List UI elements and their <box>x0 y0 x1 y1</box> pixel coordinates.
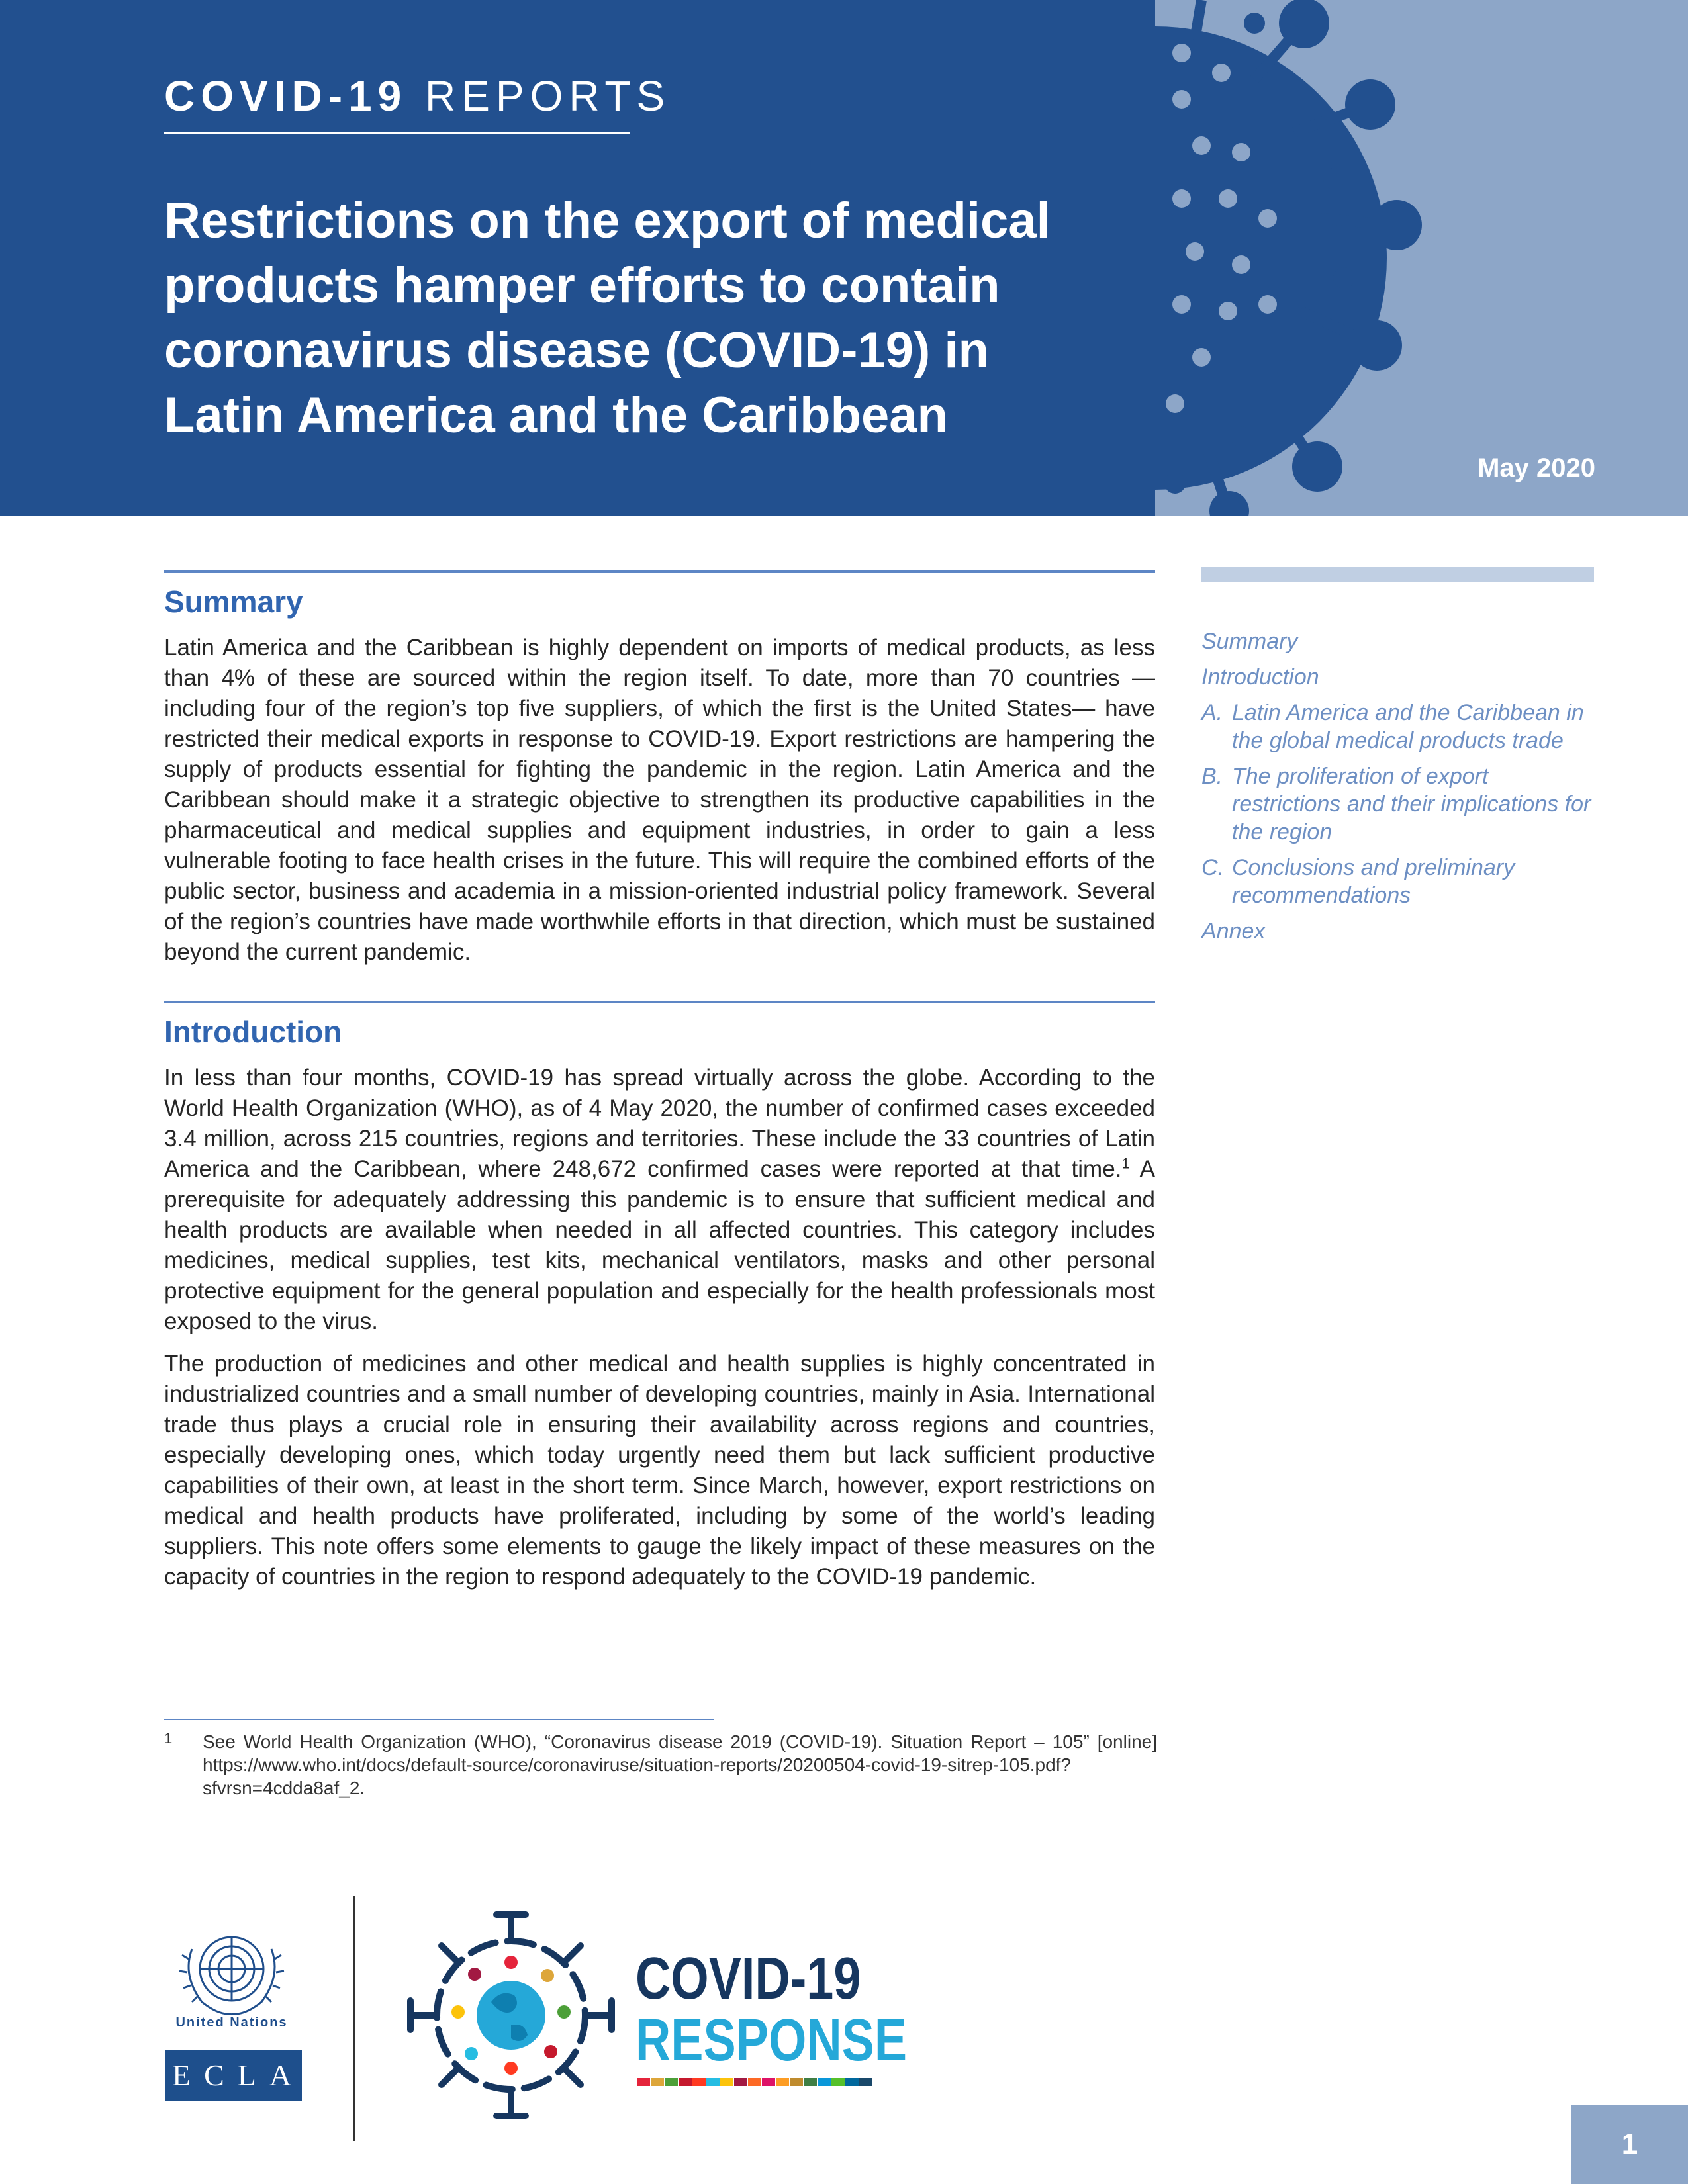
toc-item-label: Introduction <box>1201 664 1319 690</box>
title-line: Restrictions on the export of medical <box>164 193 1051 249</box>
series-underline <box>164 132 630 134</box>
toc-bar <box>1201 567 1594 582</box>
covid-response-emblem-icon <box>405 1903 617 2128</box>
covid-response-line-2: RESPONSE <box>635 2007 908 2073</box>
series-label-bold: COVID-19 <box>164 72 408 120</box>
toc-item-label: Summary <box>1201 629 1298 654</box>
eclac-logo: ECLAC <box>165 2050 302 2101</box>
sdg-color-strip-icon <box>637 2078 875 2086</box>
footnote-reference[interactable]: 1 <box>1121 1155 1130 1172</box>
intro-p1-part-b: A prerequisite for adequately addressing this pandemic is to ensure that sufficient medical and health products are available when needed in all affected countries. This category includes medicines, medical supplies, test kits, mechanical ventilators, masks and other personal protective equipment for the general population and especially for the health professionals most exposed to the virus. <box>164 1156 1155 1334</box>
footnote-text[interactable]: See World Health Organization (WHO), “Coronavirus disease 2019 (COVID-19). Situation Report – 105” [online] https://www.who.int/docs/default-source/coronaviruse/situation-reports/20200504-covid-19-sitrep-105.pdf?sfvrsn=4cdda8af_2. <box>203 1731 1157 1798</box>
toc-item-section-a[interactable] <box>1201 699 1599 754</box>
introduction-paragraph-2: The production of medicines and other medical and health supplies is highly concentrated in industrialized countries and a small number of developing countries, mainly in Asia. International trade thus plays a crucial role in ensuring their availability across regions and countries, especially developing ones, which today urgently need them but lack sufficient productive capabilities of their own, at least in the short term. Since March, however, export restrictions on medical and health products have proliferated, including by some of the world’s leading suppliers. This note offers some elements to gauge the likely impact of these measures on the capacity of countries in the region to respond adequately to the COVID-19 pandemic. <box>164 1351 1155 1590</box>
virus-illustration-icon <box>1155 0 1688 516</box>
toc-item-label: Latin America and the Caribbean in the global medical products trade <box>1232 700 1584 753</box>
series-label <box>164 71 671 120</box>
title-line: coronavirus disease (COVID-19) in <box>164 322 989 379</box>
summary-text: Latin America and the Caribbean is highly dependent on imports of medical products, as less than 4% of these are sourced within the region itself. To date, more than 70 countries —including four of the region’s top five suppliers, of which the first is the United States— have restricted their medical exports in response to COVID-19. Export restrictions are hampering the supply of products essential for fighting the pandemic in the region. Latin America and the Caribbean should make it a strategic objective to strengthen its productive capabilities in the pharmaceutical and medical supplies and equipment industries, in order to gain a less vulnerable footing to face health crises in the future. This will require the combined efforts of the public sector, business and academia in a mission-oriented industrial policy framework. Several of the region’s countries have made worthwhile efforts in that direction, which must be sustained beyond the current pandemic. <box>164 635 1155 965</box>
introduction-heading: Introduction <box>164 1015 342 1049</box>
toc-item-label: Annex <box>1201 919 1266 944</box>
toc-item-letter: B. <box>1201 764 1223 789</box>
toc-item-label: Conclusions and preliminary recommendations <box>1232 855 1515 908</box>
toc-item-summary[interactable] <box>1201 627 1599 655</box>
toc-item-letter: A. <box>1201 700 1223 725</box>
toc-item-annex[interactable] <box>1201 917 1599 945</box>
covid-response-line-1: COVID-19 <box>635 1946 861 2012</box>
toc-item-introduction[interactable] <box>1201 663 1599 691</box>
logo-divider <box>353 1896 355 2141</box>
toc-item-label: The proliferation of export restrictions and their implications for the region <box>1232 764 1591 844</box>
footnote-rule <box>164 1719 714 1720</box>
toc-item-section-b[interactable] <box>1201 762 1599 846</box>
intro-p1-part-a: In less than four months, COVID-19 has spread virtually across the globe. According to the World Health Organization (WHO), as of 4 May 2020, the number of confirmed cases exceeded 3.4 million, across 215 countries, regions and territories. These include the 33 countries of Latin America and the Caribbean, where 248,672 confirmed cases were reported at that time. <box>164 1065 1155 1182</box>
un-wordmark: United Nations <box>175 2015 288 2030</box>
toc-item-section-c[interactable] <box>1201 854 1599 909</box>
summary-rule <box>164 570 1155 573</box>
title-line: Latin America and the Caribbean <box>164 387 948 443</box>
footnote-number: 1 <box>164 1730 173 1747</box>
toc-item-letter: C. <box>1201 855 1224 880</box>
page-number-box <box>1571 2105 1688 2184</box>
table-of-contents <box>1201 627 1599 953</box>
page-title <box>164 189 1157 448</box>
summary-heading: Summary <box>164 584 303 619</box>
title-line: products hamper efforts to contain <box>164 257 1000 314</box>
introduction-rule <box>164 1001 1155 1003</box>
series-label-light: REPORTS <box>424 72 671 120</box>
page-number: 1 <box>1621 2128 1638 2160</box>
introduction-paragraph-1 <box>164 1063 1155 1337</box>
publication-date: May 2020 <box>1477 453 1595 482</box>
header-virus-panel <box>1155 0 1688 516</box>
